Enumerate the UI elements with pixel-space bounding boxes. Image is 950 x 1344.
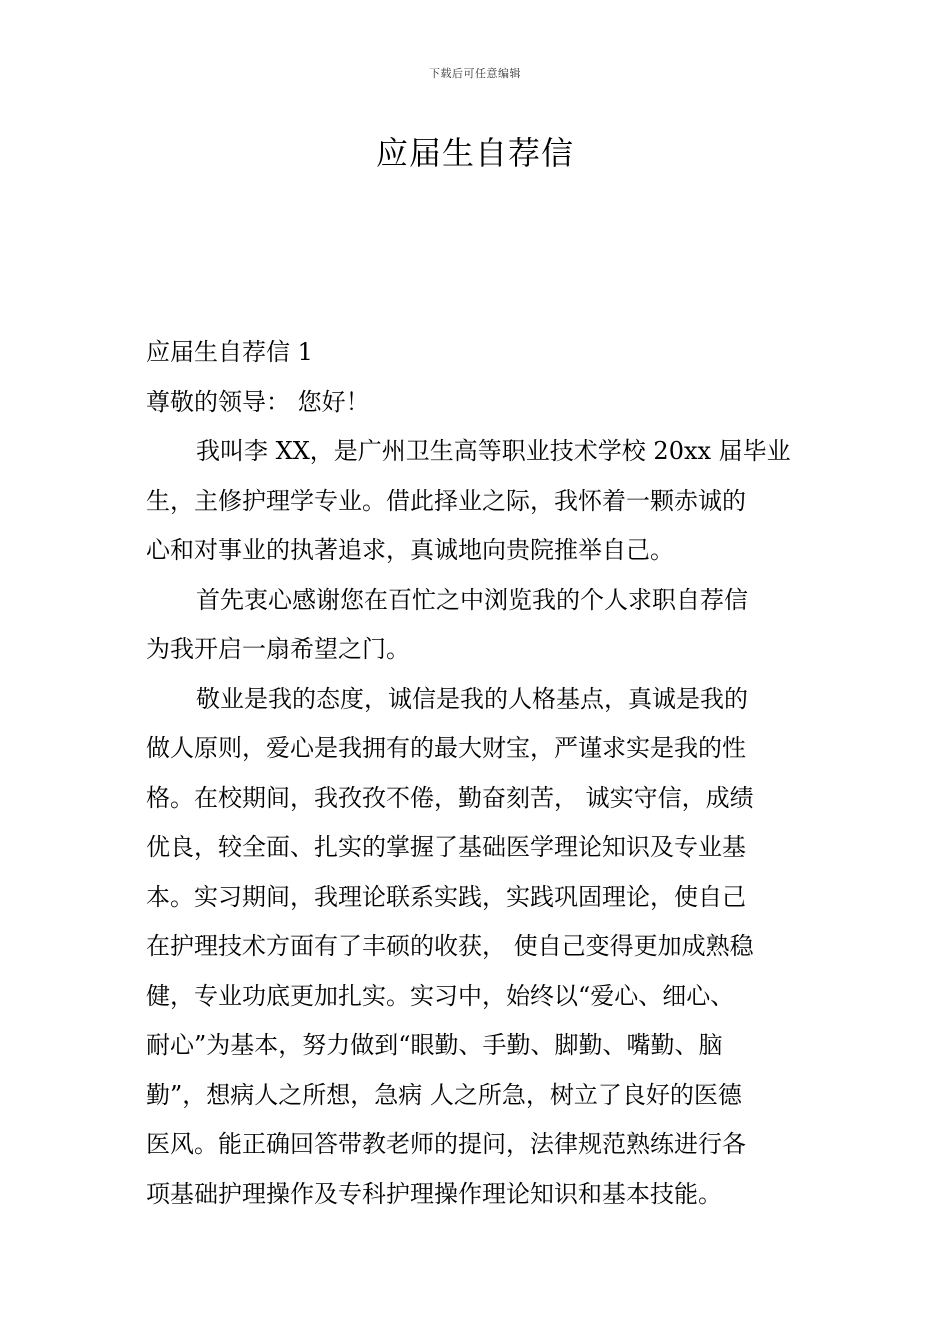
section-heading: 应届生自荐信 1 (146, 338, 313, 366)
paragraph-thanks (146, 576, 810, 675)
paragraph-line: 心和对事业的执著追求，真诚地向贵院推举自己。 (146, 536, 674, 564)
paragraph-intro (146, 427, 810, 576)
paragraph-line: 为我开启一扇希望之门。 (146, 635, 410, 663)
document-title: 应届生自荐信 (375, 134, 574, 172)
paragraph-line: 本。实习期间，我理论联系实践，实践巩固理论，使自己 (146, 882, 746, 911)
paragraph-line: 勤”，想病人之所想，急病 人之所急，树立了良好的医德 (146, 1080, 742, 1109)
paragraph-line: 敬业是我的态度，诚信是我的人格基点，真诚是我的 (196, 684, 748, 713)
paragraph-line: 耐心”为基本，努力做到“眼勤、手勤、脚勤、嘴勤、脑 (146, 1031, 723, 1059)
paragraph-line: 做人原则，爱心是我拥有的最大财宝，严谨求实是我的性 (146, 734, 746, 762)
paragraph-line: 在护理技术方面有了丰硕的收获， 使自己变得更加成熟稳 (146, 932, 754, 960)
paragraph-line: 优良，较全面、扎实的掌握了基础医学理论知识及专业基 (146, 833, 746, 861)
paragraph-line: 医风。能正确回答带教老师的提问，法律规范熟练进行各 (146, 1130, 746, 1158)
paragraph-qualities (146, 675, 810, 1220)
header-note: 下载后可任意编辑 (429, 67, 521, 80)
letter-body (146, 328, 810, 1219)
paragraph-line: 生，主修护理学专业。借此择业之际，我怀着一颗赤诚的 (146, 486, 746, 515)
paragraph-line: 项基础护理操作及专科护理操作理论知识和基本技能。 (146, 1179, 722, 1208)
salutation: 尊敬的领导： 您好！ (146, 387, 370, 416)
paragraph-line: 首先衷心感谢您在百忙之中浏览我的个人求职自荐信 (196, 585, 748, 614)
paragraph-line: 我叫李 XX，是广州卫生高等职业技术学校 20xx 届毕业 (196, 437, 791, 465)
paragraph-line: 健，专业功底更加扎实。实习中，始终以“爱心、细心、 (146, 981, 735, 1010)
paragraph-line: 格。在校期间，我孜孜不倦，勤奋刻苦， 诚实守信，成绩 (146, 783, 754, 812)
